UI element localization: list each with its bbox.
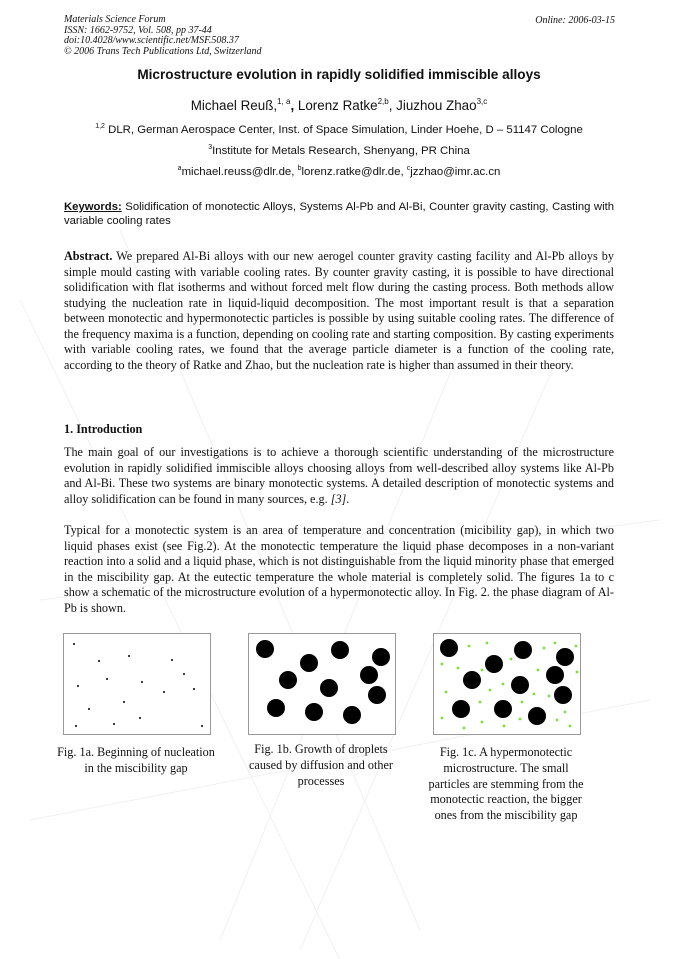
droplet: [452, 700, 470, 718]
monotectic-particle: [537, 669, 540, 672]
nucleus-point: [88, 708, 90, 710]
intro-paragraph-2: Typical for a monotectic system is an area of temperature and concentration (micibility gap), in which two liquid phases exist (see Fig.2). At the monotectic temperature the liquid phase decomposes in a non-variant reaction into a solid and a liquid phase, which is not distinguishable from the liquid minority phase that emerged in the miscibility gap. At the eutectic temperature the whole material is completely solid. The figures 1a to c show a schematic of the microstructure evolution of a hypermonotectic alloy. In Fig. 2. the phase diagram of Al-Pb is shown.: [64, 523, 614, 615]
author-sup: 1, a: [277, 97, 291, 106]
figure-1b-caption: Fig. 1b. Growth of droplets caused by diffusion and other processes: [249, 742, 393, 788]
droplet: [556, 648, 574, 666]
monotectic-particle: [503, 725, 506, 728]
monotectic-particle: [554, 642, 557, 645]
monotectic-particle: [569, 725, 572, 728]
nucleus-point: [201, 725, 203, 727]
droplet: [372, 648, 390, 666]
email-sup: b: [297, 165, 302, 172]
nucleus-point: [141, 681, 143, 683]
abstract-text: We prepared Al-Bi alloys with our new aerogel counter gravity casting facility and Al-Pb alloys by simple mould casting with variable cooling rates. By counter gravity casting, it is possible to have directional solidification with flat isotherms and without forced melt flow during the casting process. Both methods allow studying the nucleation rate in liquid-liquid decomposition. The most important result is that a separation between monotectic and hypermonotectic particles is possible by using suitable cooling rates. The difference of the frequency maxima is a function, depending on cooling rate and starting composition. By casting experiments with variable cooling rates, we found that the average particle diameter is a function of the cooling rate, according to the theory of Ratke and Zhao, but the nucleation rate is higher than assumed in their theory.: [64, 249, 614, 372]
droplet: [528, 707, 546, 725]
email-b[interactable]: lorenz.ratke@dlr.de,: [301, 166, 407, 178]
paper-title: Microstructure evolution in rapidly solidified immiscible alloys: [137, 67, 541, 82]
monotectic-particle: [556, 719, 559, 722]
online-date: Online: 2006-03-15: [535, 15, 615, 26]
journal-header: [64, 15, 364, 57]
monotectic-particle: [486, 642, 489, 645]
nucleus-point: [139, 717, 141, 719]
intro-paragraph-1: [64, 445, 614, 507]
abstract-label: Abstract.: [64, 249, 113, 263]
monotectic-particle: [463, 727, 466, 730]
monotectic-particle: [481, 721, 484, 724]
nucleus-point: [77, 685, 79, 687]
nucleus-point: [123, 701, 125, 703]
nucleus-point: [73, 643, 75, 645]
email-sup: c: [406, 165, 411, 172]
monotectic-particle: [575, 645, 578, 648]
affiliation-2: [0, 144, 678, 157]
author-separator: ,: [388, 98, 393, 113]
copyright: © 2006 Trans Tech Publications Ltd, Switzerland: [64, 45, 262, 57]
figure-1b-canvas: [249, 634, 395, 734]
nucleus-point: [171, 659, 173, 661]
affiliation-text: DLR, German Aerospace Center, Inst. of Space Simulation, Linder Hoehe, D – 51147 Cologne: [108, 124, 583, 136]
monotectic-particle: [564, 711, 567, 714]
nucleus-point: [163, 691, 165, 693]
author-name: Michael Reuß,: [190, 98, 278, 113]
email-sup: a: [177, 165, 182, 172]
nucleus-point: [98, 660, 100, 662]
section-heading: 1. Introduction: [64, 422, 143, 436]
author-name: Lorenz Ratke: [297, 98, 378, 113]
figure-1a-caption: Fig. 1a. Beginning of nucleation in the miscibility gap: [57, 745, 215, 775]
monotectic-particle: [457, 667, 460, 670]
author-sup: 3,c: [476, 97, 488, 106]
droplet: [343, 706, 361, 724]
droplet: [485, 655, 503, 673]
intro-text: The main goal of our investigations is to achieve a thorough scientific understanding of the microstructure evolution in rapidly solidified immiscible alloys choosing alloys from well-described alloy systems like Al-Pb and Al-Bi. These two systems are binary monotectic systems. A detailed description of monotectic systems and alloy solidification can be found in many sources, e.g.: [64, 445, 614, 506]
droplet: [360, 666, 378, 684]
monotectic-particle: [521, 701, 524, 704]
droplet: [320, 679, 338, 697]
issn: ISSN: 1662-9752, Vol. 508, pp 37-44: [64, 24, 212, 36]
nucleus-point: [75, 725, 77, 727]
monotectic-particle: [510, 658, 513, 661]
figure-1c-caption: Fig. 1c. A hypermonotectic microstructure. The small particles are stemming from the monotectic reaction, the bigger ones from the miscibility gap: [428, 745, 584, 823]
email-line: [0, 165, 678, 178]
nucleus-point: [113, 723, 115, 725]
droplet: [546, 666, 564, 684]
keywords-label: Keywords:: [64, 201, 122, 213]
monotectic-particle: [543, 647, 546, 650]
citation-link[interactable]: [3]: [330, 491, 347, 506]
journal-name: Materials Science Forum: [64, 14, 166, 25]
author-separator: ,: [290, 98, 295, 113]
author-list: [0, 97, 678, 113]
monotectic-particle: [533, 693, 536, 696]
droplet: [463, 671, 481, 689]
affiliation-text: Institute for Metals Research, Shenyang, PR China: [212, 145, 470, 157]
doi: doi:10.4028/www.scientific.net/MSF.508.37: [64, 35, 239, 47]
monotectic-particle: [441, 663, 444, 666]
intro-text-end: .: [346, 491, 350, 506]
droplet: [554, 686, 572, 704]
figure-1c: [433, 633, 581, 735]
monotectic-particle: [468, 645, 471, 648]
droplet: [267, 699, 285, 717]
droplet: [368, 686, 386, 704]
keywords-text: Solidification of monotectic Alloys, Systems Al-Pb and Al-Bi, Counter gravity casting, Casting with variable cooling rates: [64, 201, 614, 227]
droplet: [494, 700, 512, 718]
monotectic-particle: [489, 689, 492, 692]
monotectic-particle: [441, 717, 444, 720]
nucleus-point: [193, 688, 195, 690]
monotectic-particle: [519, 718, 522, 721]
affiliation-sup: 1,2: [95, 123, 105, 130]
keywords: [64, 200, 614, 228]
droplet: [256, 640, 274, 658]
nucleus-point: [128, 655, 130, 657]
droplet: [511, 676, 529, 694]
author-sup: 2,b: [377, 97, 389, 106]
monotectic-particle: [576, 671, 579, 674]
droplet: [305, 703, 323, 721]
email-a[interactable]: michael.reuss@dlr.de,: [181, 166, 298, 178]
affiliation-1: [0, 123, 678, 136]
author-name: Jiuzhou Zhao: [396, 98, 477, 113]
nucleus-point: [106, 678, 108, 680]
droplet: [331, 641, 349, 659]
figure-1c-canvas: [434, 634, 580, 734]
monotectic-particle: [502, 683, 505, 686]
droplet: [440, 639, 458, 657]
monotectic-particle: [445, 691, 448, 694]
droplet: [514, 641, 532, 659]
abstract: [64, 249, 614, 373]
figure-1a: [63, 633, 211, 735]
email-c[interactable]: jzzhao@imr.ac.cn: [410, 166, 501, 178]
nucleus-point: [183, 673, 185, 675]
droplet: [279, 671, 297, 689]
monotectic-particle: [479, 701, 482, 704]
monotectic-particle: [548, 695, 551, 698]
monotectic-particle: [481, 669, 484, 672]
figure-1b: [248, 633, 396, 735]
figure-1a-canvas: [64, 634, 210, 734]
droplet: [300, 654, 318, 672]
affiliation-sup: 3: [208, 144, 213, 151]
